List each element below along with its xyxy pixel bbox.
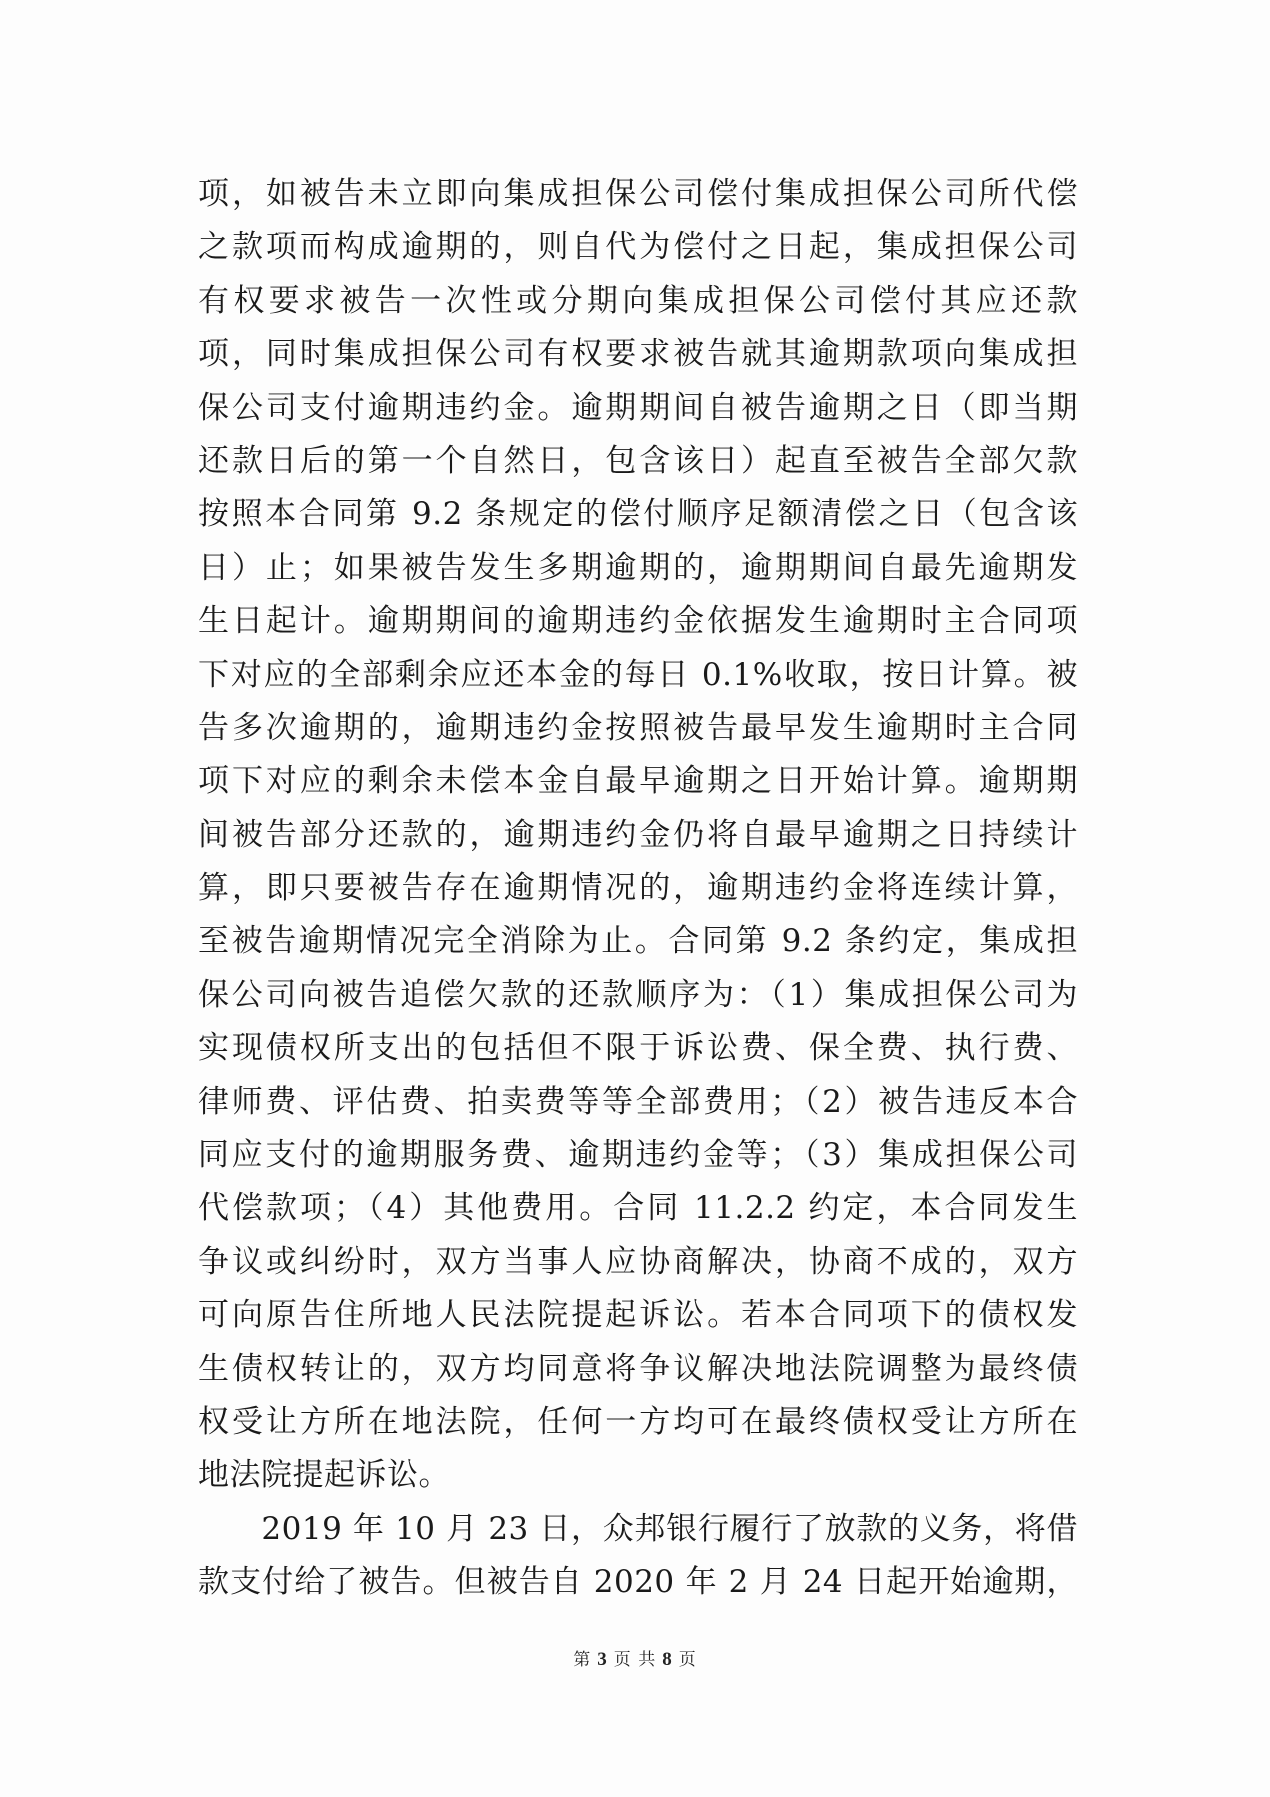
total-page-count: 8 — [662, 1649, 673, 1670]
text-line: 保公司向被告追偿欠款的还款顺序为：（1）集成担保公司为 — [198, 976, 1078, 1013]
footer-middle: 页 共 — [613, 1650, 657, 1670]
current-page-number: 3 — [597, 1649, 608, 1670]
body-text — [198, 168, 1078, 1610]
text-line: 律师费、评估费、拍卖费等等全部费用；（2）被告违反本合 — [198, 1083, 1078, 1120]
page-footer — [0, 1648, 1270, 1672]
text-line: 间被告部分还款的，逾期违约金仍将自最早逾期之日持续计 — [198, 816, 1078, 853]
footer-suffix: 页 — [678, 1650, 697, 1670]
text-line: 按照本合同第 9.2 条规定的偿付顺序足额清偿之日（包含该 — [198, 496, 1078, 533]
text-line: 生债权转让的，双方均同意将争议解决地法院调整为最终债 — [198, 1350, 1078, 1387]
text-line: 可向原告住所地人民法院提起诉讼。若本合同项下的债权发 — [198, 1297, 1078, 1334]
text-line: 2019 年 10 月 23 日，众邦银行履行了放款的义务，将借 — [198, 1510, 1078, 1547]
text-line: 地法院提起诉讼。 — [198, 1457, 450, 1494]
text-line: 还款日后的第一个自然日，包含该日）起直至被告全部欠款 — [198, 442, 1078, 479]
text-line: 生日起计。逾期期间的逾期违约金依据发生逾期时主合同项 — [198, 603, 1078, 640]
text-line: 之款项而构成逾期的，则自代为偿付之日起，集成担保公司 — [198, 229, 1078, 266]
text-line: 保公司支付逾期违约金。逾期期间自被告逾期之日（即当期 — [198, 389, 1078, 426]
text-line: 算，即只要被告存在逾期情况的，逾期违约金将连续计算， — [198, 870, 1078, 907]
text-line: 项，同时集成担保公司有权要求被告就其逾期款项向集成担 — [198, 336, 1078, 373]
text-line: 至被告逾期情况完全消除为止。合同第 9.2 条约定，集成担 — [198, 923, 1078, 960]
text-line: 争议或纠纷时，双方当事人应协商解决，协商不成的，双方 — [198, 1243, 1078, 1280]
text-line: 项，如被告未立即向集成担保公司偿付集成担保公司所代偿 — [198, 176, 1078, 212]
text-line: 实现债权所支出的包括但不限于诉讼费、保全费、执行费、 — [198, 1030, 1078, 1067]
footer-prefix: 第 — [573, 1650, 592, 1670]
text-line: 日）止；如果被告发生多期逾期的，逾期期间自最先逾期发 — [198, 549, 1078, 586]
text-line: 项下对应的剩余未偿本金自最早逾期之日开始计算。逾期期 — [198, 763, 1078, 800]
text-line: 同应支付的逾期服务费、逾期违约金等；（3）集成担保公司 — [198, 1137, 1078, 1174]
text-line: 权受让方所在地法院，任何一方均可在最终债权受让方所在 — [198, 1403, 1078, 1440]
text-line: 代偿款项；（4）其他费用。合同 11.2.2 约定，本合同发生 — [198, 1190, 1078, 1227]
text-line: 款支付给了被告。但被告自 2020 年 2 月 24 日起开始逾期， — [198, 1564, 1078, 1601]
text-line: 告多次逾期的，逾期违约金按照被告最早发生逾期时主合同 — [198, 709, 1078, 746]
text-line: 有权要求被告一次性或分期向集成担保公司偿付其应还款 — [198, 282, 1078, 319]
text-line: 下对应的全部剩余应还本金的每日 0.1%收取，按日计算。被 — [198, 656, 1078, 693]
